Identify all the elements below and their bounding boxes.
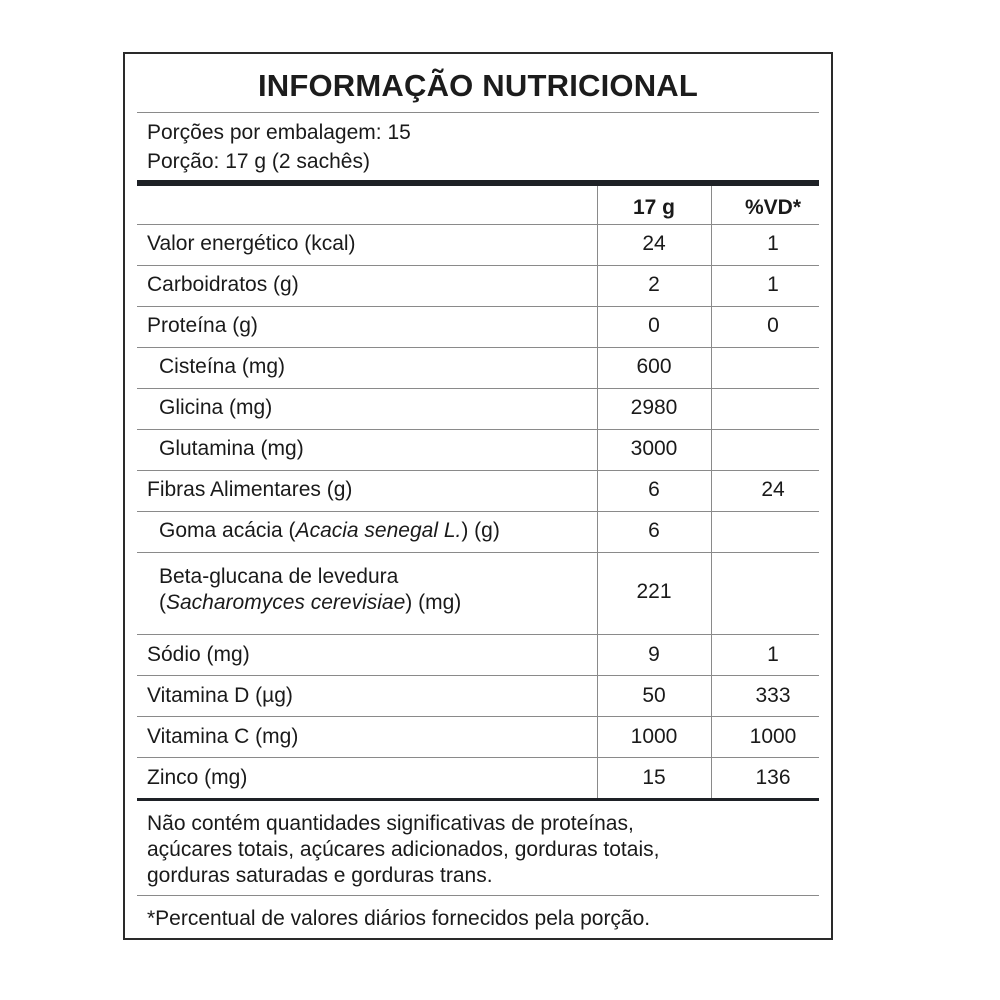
nutrient-amount: 2980	[630, 396, 678, 419]
nutrient-dv: 136	[755, 766, 791, 789]
nutrient-name: Beta-glucana de levedura (Sacharomyces cerevisiae) (mg)	[159, 565, 462, 614]
serving-size: Porção: 17 g (2 sachês)	[147, 150, 370, 173]
nutrient-dv: 24	[761, 478, 785, 501]
divider	[137, 224, 819, 225]
nutrient-amount: 3000	[630, 437, 678, 460]
nutrient-name: Sódio (mg)	[147, 643, 250, 666]
nutrient-amount: 1000	[630, 725, 678, 748]
nutrient-dv: 0	[767, 314, 779, 337]
nutrition-facts-label	[123, 52, 833, 940]
nutrient-amount: 9	[648, 643, 660, 666]
table-header-row	[137, 195, 819, 221]
nutrient-amount: 50	[642, 684, 666, 707]
nutrient-name: Carboidratos (g)	[147, 273, 299, 296]
nutrient-dv: 1	[767, 643, 779, 666]
divider	[137, 634, 819, 635]
nutrient-dv: 333	[755, 684, 791, 707]
divider	[137, 388, 819, 389]
divider	[137, 895, 819, 896]
divider	[137, 470, 819, 471]
nutrient-amount: 2	[648, 273, 660, 296]
thick-divider	[137, 798, 819, 801]
daily-value-note: *Percentual de valores diários fornecidos pela porção.	[147, 907, 651, 930]
nutrient-name: Vitamina D (µg)	[147, 684, 293, 707]
nutrient-amount: 600	[636, 355, 672, 378]
divider	[137, 511, 819, 512]
dv-column-header: %VD*	[744, 196, 802, 219]
divider	[137, 112, 819, 113]
nutrient-amount: 6	[648, 519, 660, 542]
nutrient-amount: 0	[648, 314, 660, 337]
divider	[137, 757, 819, 758]
nutrient-name: Cisteína (mg)	[159, 355, 286, 378]
footnote-line: açúcares totais, açúcares adicionados, gorduras totais,	[147, 838, 660, 861]
nutrient-dv: 1	[767, 232, 779, 255]
nutrient-dv: 1	[767, 273, 779, 296]
nutrient-amount: 6	[648, 478, 660, 501]
divider	[137, 716, 819, 717]
nutrient-amount: 15	[642, 766, 666, 789]
nutrient-name: Fibras Alimentares (g)	[147, 478, 353, 501]
nutrient-name: Goma acácia (Acacia senegal L.) (g)	[159, 519, 500, 542]
divider	[137, 347, 819, 348]
amount-column-header: 17 g	[632, 196, 676, 219]
thick-divider	[137, 180, 819, 186]
divider	[137, 429, 819, 430]
nutrient-name: Glutamina (mg)	[159, 437, 304, 460]
divider	[137, 675, 819, 676]
nutrient-name: Proteína (g)	[147, 314, 258, 337]
divider	[137, 552, 819, 553]
nutrient-name: Glicina (mg)	[159, 396, 273, 419]
footnote-line: gorduras saturadas e gorduras trans.	[147, 864, 493, 887]
nutrient-name: Zinco (mg)	[147, 766, 248, 789]
divider	[137, 306, 819, 307]
label-title: INFORMAÇÃO NUTRICIONAL	[257, 68, 699, 103]
footnote-line: Não contém quantidades significativas de proteínas,	[147, 812, 634, 835]
nutrient-name: Valor energético (kcal)	[147, 232, 356, 255]
nutrient-dv: 1000	[749, 725, 797, 748]
nutrient-name: Vitamina C (mg)	[147, 725, 299, 748]
servings-per-package: Porções por embalagem: 15	[147, 121, 411, 144]
nutrient-amount: 221	[636, 580, 672, 603]
nutrient-amount: 24	[642, 232, 666, 255]
divider	[137, 265, 819, 266]
